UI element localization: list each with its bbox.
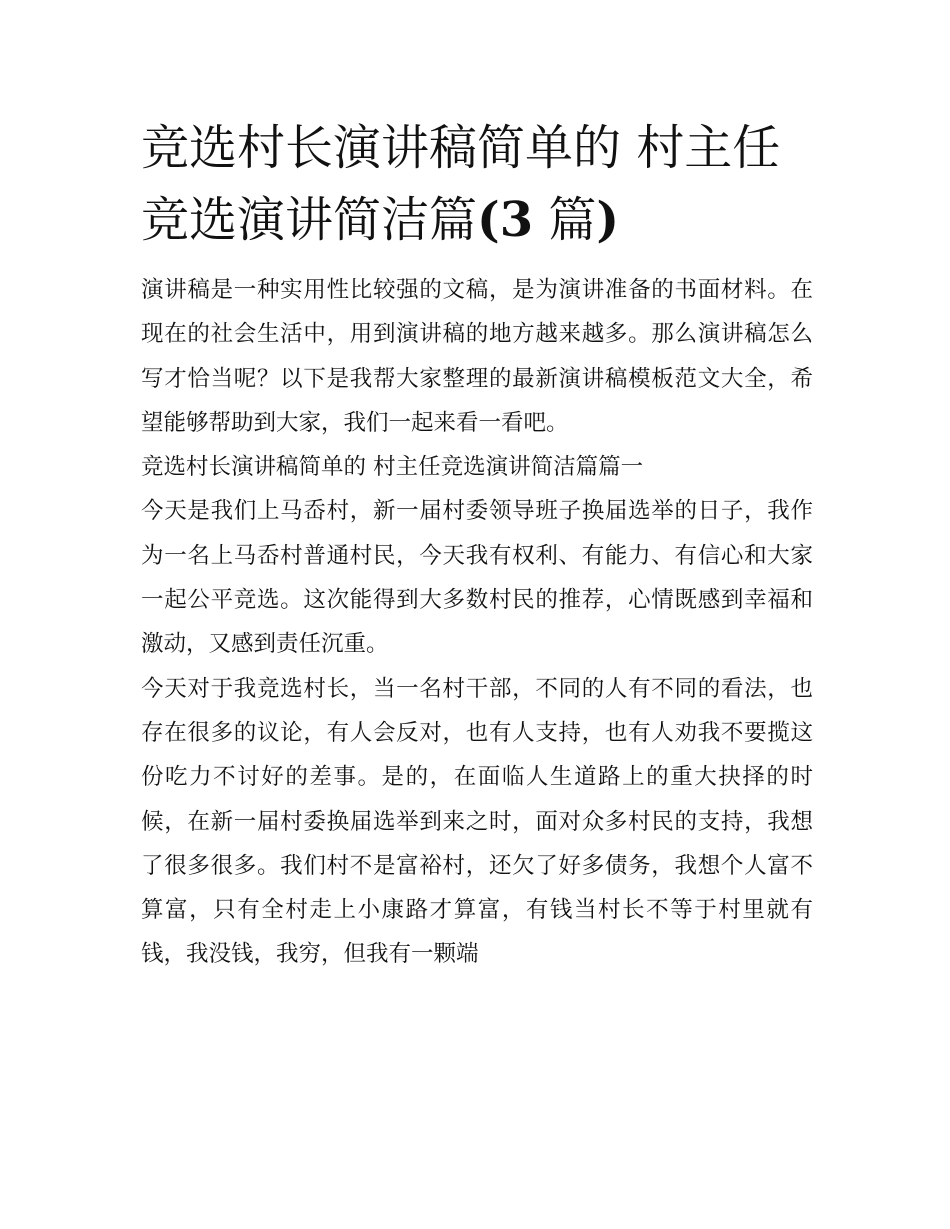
title-count-open: (3 [477, 192, 534, 248]
title-count-close: ) [596, 192, 620, 248]
title-line-1: 竞选村长演讲稿简单的 村主任 [141, 120, 781, 176]
body-paragraph: 今天对于我竞选村长，当一名村干部，不同的人有不同的看法，也存在很多的议论，有人会反对，也有人支持，也有人劝我不要揽这份吃力不讨好的差事。是的，在面临人生道路上的重大抉择的时候，在新一届村委换届选举到来之时，面对众多村民的支持，我想了很多很多。我们村不是富裕村，还欠了好多债务，我想个人富不算富，只有全村走上小康路才算富，有钱当村长不等于村里就有钱，我没钱，我穷，但我有一颗端 [141, 675, 813, 968]
section-heading: 竞选村长演讲稿简单的 村主任竞选演讲简洁篇篇一 [141, 454, 644, 481]
body-paragraph: 今天是我们上马岙村，新一届村委领导班子换届选举的日子，我作为一名上马岙村普通村民，今天我有权利、有能力、有信心和大家一起公平竞选。这次能得到大多数村民的推荐，心情既感到幸福和激动，又感到责任沉重。 [141, 498, 813, 658]
document-body [141, 268, 813, 977]
intro-paragraph: 演讲稿是一种实用性比较强的文稿，是为演讲准备的书面材料。在现在的社会生活中，用到演讲稿的地方越来越多。那么演讲稿怎么写才恰当呢？以下是我帮大家整理的最新演讲稿模板范文大全，希望能够帮助到大家，我们一起来看一看吧。 [141, 277, 813, 436]
document-title [141, 112, 813, 256]
page-content [141, 112, 813, 977]
title-count-unit: 篇 [533, 192, 597, 248]
title-line-2-text: 竞选演讲简洁篇 [141, 192, 478, 248]
